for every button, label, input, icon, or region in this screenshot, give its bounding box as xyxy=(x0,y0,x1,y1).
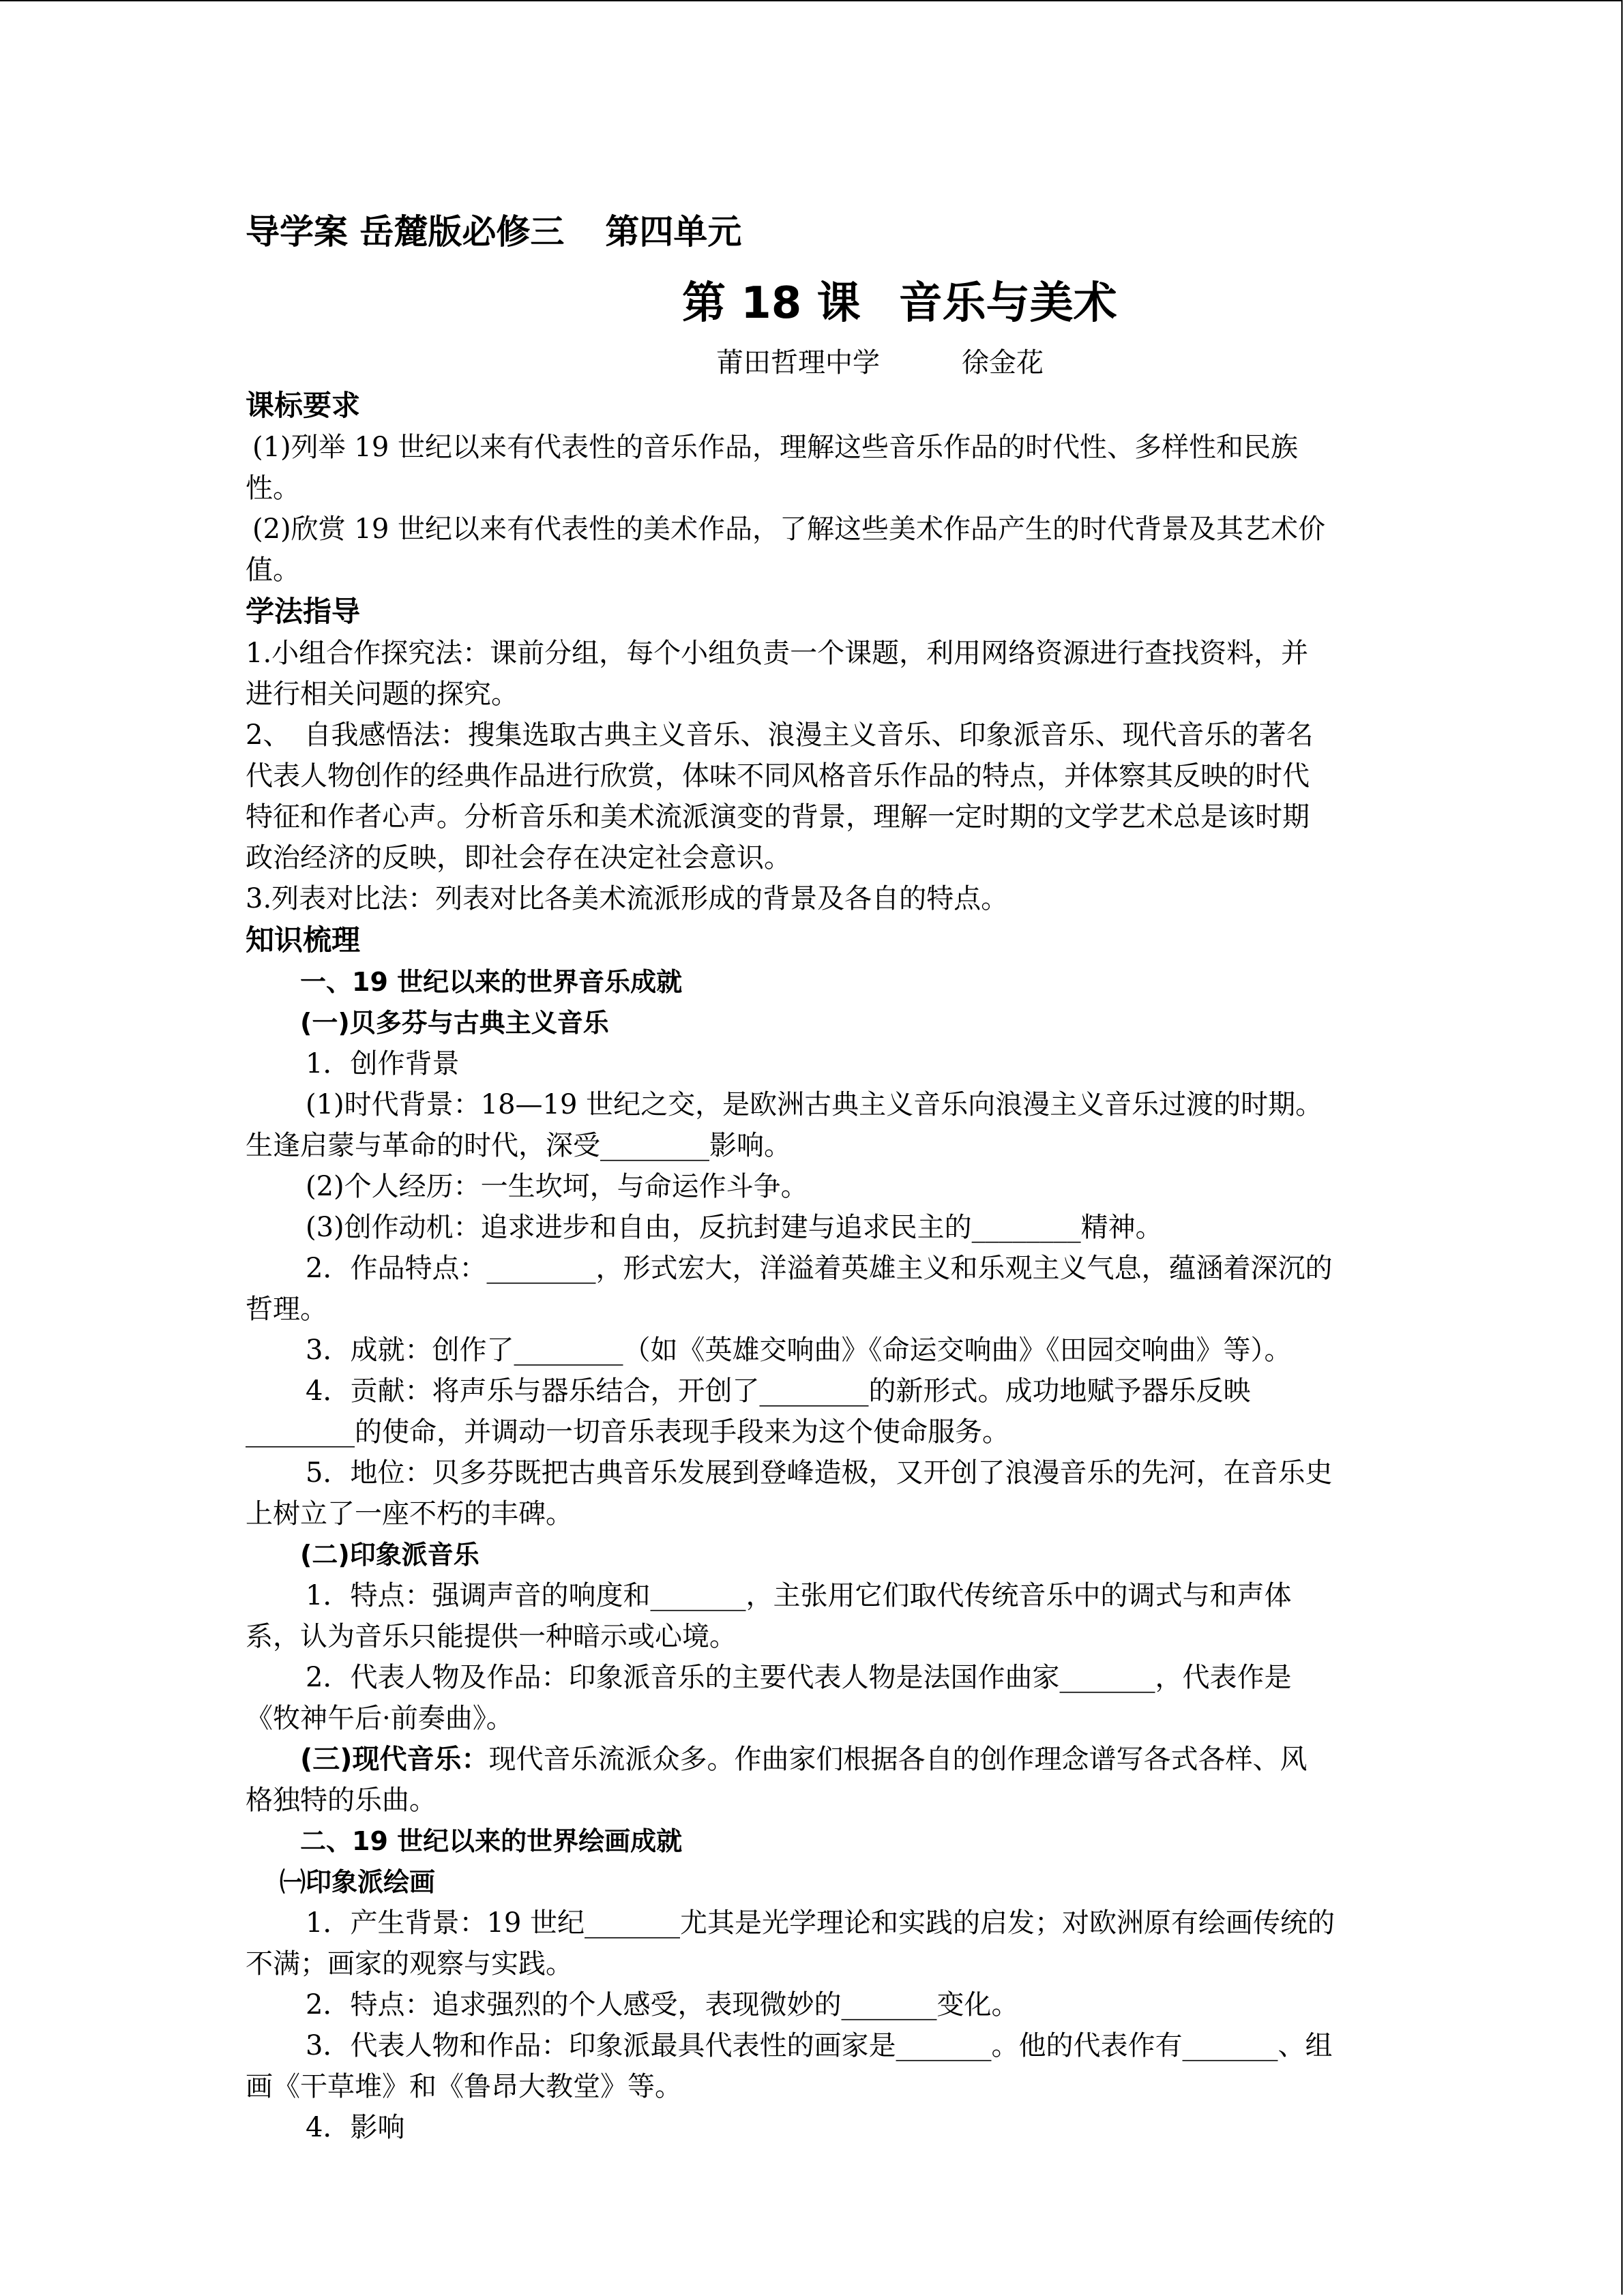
list-item: 1．产生背景：19 世纪_______尤其是光学理论和实践的启发；对欧洲原有绘画传统的 xyxy=(306,1907,1335,1939)
part1-sub3-line xyxy=(246,1739,1379,1780)
part2-title: 二、19 世纪以来的世界绘画成就 xyxy=(300,1826,683,1856)
lesson-name: 音乐与美术 xyxy=(898,278,1117,329)
list-item: 画《干草堆》和《鲁昂大教堂》等。 xyxy=(246,2071,682,2102)
author-school: 莆田哲理中学 xyxy=(716,347,880,378)
list-item: 3．成就：创作了________（如《英雄交响曲》《命运交响曲》《田园交响曲》等）。 xyxy=(306,1335,1292,1366)
list-item: (1)时代背景：18—19 世纪之交，是欧洲古典主义音乐向浪漫主义音乐过渡的时期。 xyxy=(306,1089,1323,1120)
list-item: 哲理。 xyxy=(246,1294,327,1325)
method-line: 政治经济的反映，即社会存在决定社会意识。 xyxy=(246,842,791,874)
course-title: 导学案 岳麓版必修三 xyxy=(246,212,565,252)
author-line xyxy=(716,341,1379,385)
list-item: 《牧神午后·前奏曲》。 xyxy=(246,1703,514,1734)
part1-sub1-title: (一)贝多芬与古典主义音乐 xyxy=(300,1008,609,1038)
list-item: 5．地位：贝多芬既把古典音乐发展到登峰造极，又开创了浪漫音乐的先河，在音乐史 xyxy=(306,1457,1333,1489)
list-item: 1．创作背景 xyxy=(306,1048,460,1079)
lesson-number: 第 18 课 xyxy=(682,278,861,329)
list-item: (2)个人经历：一生坎坷，与命运作斗争。 xyxy=(306,1171,808,1202)
author-name: 徐金花 xyxy=(962,347,1044,378)
list-item: 不满；画家的观察与实践。 xyxy=(246,1948,573,1980)
list-item: 4．影响 xyxy=(306,2112,405,2143)
list-item: 4．贡献：将声乐与器乐结合，开创了________的新形式。成功地赋予器乐反映 xyxy=(306,1375,1251,1407)
unit-title: 第四单元 xyxy=(605,212,742,252)
standards-line: 性。 xyxy=(246,473,300,504)
method-line: 1.小组合作探究法：课前分组，每个小组负责一个课题，利用网络资源进行查找资料，并 xyxy=(246,638,1309,669)
method-line: 特征和作者心声。分析音乐和美术流派演变的背景，理解一定时期的文学艺术总是该时期 xyxy=(246,801,1310,833)
list-item: 2．作品特点：________，形式宏大，洋溢着英雄主义和乐观主义气息，蕴涵着深沉的 xyxy=(306,1253,1333,1284)
list-item: 格独特的乐曲。 xyxy=(246,1785,437,1816)
part1-sub3-title: (三)现代音乐： xyxy=(300,1744,489,1775)
standards-line: (1)列举 19 世纪以来有代表性的音乐作品，理解这些音乐作品的时代性、多样性和民族 xyxy=(252,432,1298,463)
list-item: 系，认为音乐只能提供一种暗示或心境。 xyxy=(246,1621,737,1652)
part1-sub2-title: (二)印象派音乐 xyxy=(300,1540,479,1570)
list-item: 2．代表人物及作品：印象派音乐的主要代表人物是法国作曲家_______，代表作是 xyxy=(306,1662,1292,1693)
list-item: 生逢启蒙与革命的时代，深受________影响。 xyxy=(246,1130,791,1161)
standards-heading: 课标要求 xyxy=(246,389,361,422)
method-line: 进行相关问题的探究。 xyxy=(246,679,518,710)
method-line: 2、 自我感悟法：搜集选取古典主义音乐、浪漫主义音乐、印象派音乐、现代音乐的著名 xyxy=(246,719,1314,751)
list-item: 3．代表人物和作品：印象派最具代表性的画家是_______。他的代表作有_______、组 xyxy=(306,2030,1333,2061)
part1-title: 一、19 世纪以来的世界音乐成就 xyxy=(300,967,683,997)
method-heading: 学法指导 xyxy=(246,595,361,628)
method-line: 3.列表对比法：列表对比各美术流派形成的背景及各自的特点。 xyxy=(246,883,1009,914)
list-item: 2．特点：追求强烈的个人感受，表现微妙的_______变化。 xyxy=(306,1989,1019,2021)
method-line: 代表人物创作的经典作品进行欣赏，体味不同风格音乐作品的特点，并体察其反映的时代 xyxy=(246,760,1310,792)
list-item: ________的使命，并调动一切音乐表现手段来为这个使命服务。 xyxy=(246,1416,1009,1448)
list-item: 上树立了一座不朽的丰碑。 xyxy=(246,1498,573,1530)
document-header xyxy=(246,205,1379,259)
list-item: (3)创作动机：追求进步和自由，反抗封建与追求民主的________精神。 xyxy=(306,1212,1163,1243)
knowledge-heading: 知识梳理 xyxy=(246,923,361,957)
lesson-title xyxy=(682,266,1379,341)
list-item: 1．特点：强调声音的响度和_______，主张用它们取代传统音乐中的调式与和声体 xyxy=(306,1580,1292,1611)
document-body xyxy=(246,205,1379,2148)
part1-sub3-text: 现代音乐流派众多。作曲家们根据各自的创作理念谱写各式各样、风 xyxy=(488,1744,1308,1775)
standards-line: 值。 xyxy=(246,554,300,586)
part2-sub1-title: ㈠印象派绘画 xyxy=(280,1867,436,1897)
standards-line: (2)欣赏 19 世纪以来有代表性的美术作品，了解这些美术作品产生的时代背景及其艺术价 xyxy=(252,513,1325,545)
